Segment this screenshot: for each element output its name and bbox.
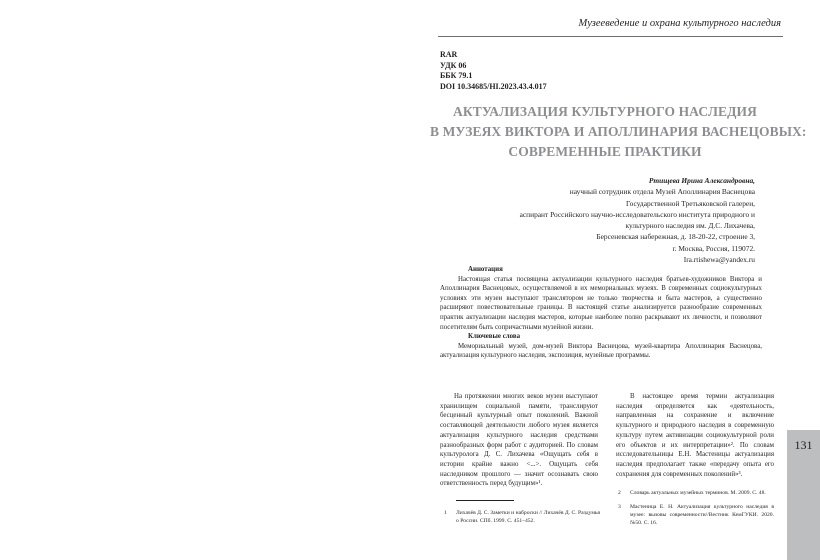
page-number: 131 <box>794 438 813 452</box>
footnote-3 <box>618 503 774 527</box>
footnote-text: Мастеница Е. Н. Актуализация культурного наследия в музее: вызовы современности//Вестник КемГУКИ. 2020. №50. С. 16. <box>630 504 774 526</box>
body-column-right: В настоящее время термин актуализация наследия определяется как «деятельность, направленная на сохранение и включение культурного и природного наследия в современную культуру путем активизации социокультурной роли его объектов и их интерпретации»². По словам исследовательницы Е.Н. Мастеницы актуализация наследия предполагает также «передачу опыта его сохранения для современных поколений»³. <box>616 393 774 478</box>
code-udk: УДК 06 <box>440 60 467 70</box>
classification-codes <box>440 50 547 92</box>
footnote-2 <box>618 489 774 497</box>
footnote-text: Лихачёв Д. С. Заметки и наброски // Лихачёв Д. С. Раздумья о России. СПб. 1999. С. 451–452. <box>456 510 600 524</box>
author-address: Берсеневская набережная, д. 18-20-22, строение 3, <box>596 232 755 242</box>
code-bbk: ББК 79.1 <box>440 71 473 80</box>
author-affiliation: Государственной Третьяковской галереи, <box>626 198 755 208</box>
author-name: Ртищева Ирина Александровна, <box>648 176 755 185</box>
footnote-1 <box>444 509 600 525</box>
footnote-number: 1 <box>444 510 447 516</box>
running-header <box>438 12 783 37</box>
code-rar: RAR <box>440 50 458 59</box>
author-institute: культурного наследия им. Д.С. Лихачева, <box>625 221 755 231</box>
footnote-text: Словарь актуальных музейных терминов. М. 2009. С. 48. <box>630 490 766 496</box>
article-title <box>430 102 807 162</box>
title-line: В МУЗЕЯХ ВИКТОРА И АПОЛЛИНАРИЯ ВАСНЕЦОВЫХ: <box>430 124 807 139</box>
title-line: СОВРЕМЕННЫЕ ПРАКТИКИ <box>508 144 702 159</box>
author-study: аспирант Российского научно-исследовательского института природного и <box>519 209 755 219</box>
running-title: Музееведение и охрана культурного наследия <box>578 18 781 29</box>
author-email: Ira.rtishewa@yandex.ru <box>683 255 755 265</box>
code-doi: DOI 10.34685/HI.2023.43.4.017 <box>440 81 547 91</box>
footnote-number: 3 <box>618 504 621 510</box>
abstract-block <box>440 265 762 361</box>
footnote-number: 2 <box>618 490 621 496</box>
body-column-left: На протяжении многих веков музеи выступают хранилищем социальной памяти, транслируют бесценный культурный опыт поколений. Важной составляющей деятельности любого музея является актуализация культурного наследия средствами разнообразных форм работ с аудиторией. По словам культуролога Д. С. Лихачева «Ощущать себя в истории крайне важно <...>. Ощущать себя наследником прошлого — значит осознавать свою ответственность перед будущим»¹. <box>440 393 598 488</box>
keywords-heading: Ключевые слова <box>468 333 521 341</box>
author-block <box>425 175 755 265</box>
abstract-heading: Аннотация <box>468 266 503 273</box>
abstract-text: Настоящая статья посвящена актуализации культурного наследия братьев-художников Виктора и Аполлинария Васнецовых, осуществляемой в их мемориальных музеях. В современных социокультурных условиях эти музеи выступают транслятором не только творчества и быта мастеров, а существенно расширяют повествовательные границы. В настоящей статье анализируется разнообразие современных практик актуализации наследия мастеров, которые наиболее полно раскрывают их личности, и позволяют посетителям быть сопричастными музейной жизни. <box>440 275 762 331</box>
author-position: научный сотрудник отдела Музей Аполлинария Васнецова <box>569 187 755 197</box>
author-city: г. Москва, Россия, 119072. <box>672 243 755 253</box>
keywords-text: Мемориальный музей, дом-музей Виктора Васнецова, музей-квартира Аполлинария Васнецова, актуализация культурного наследия, экспозиция, музейные программы. <box>440 342 762 360</box>
page-number-tab <box>787 430 820 560</box>
title-line: АКТУАЛИЗАЦИЯ КУЛЬТУРНОГО НАСЛЕДИЯ <box>453 104 757 119</box>
footnote-divider-left <box>456 500 514 501</box>
